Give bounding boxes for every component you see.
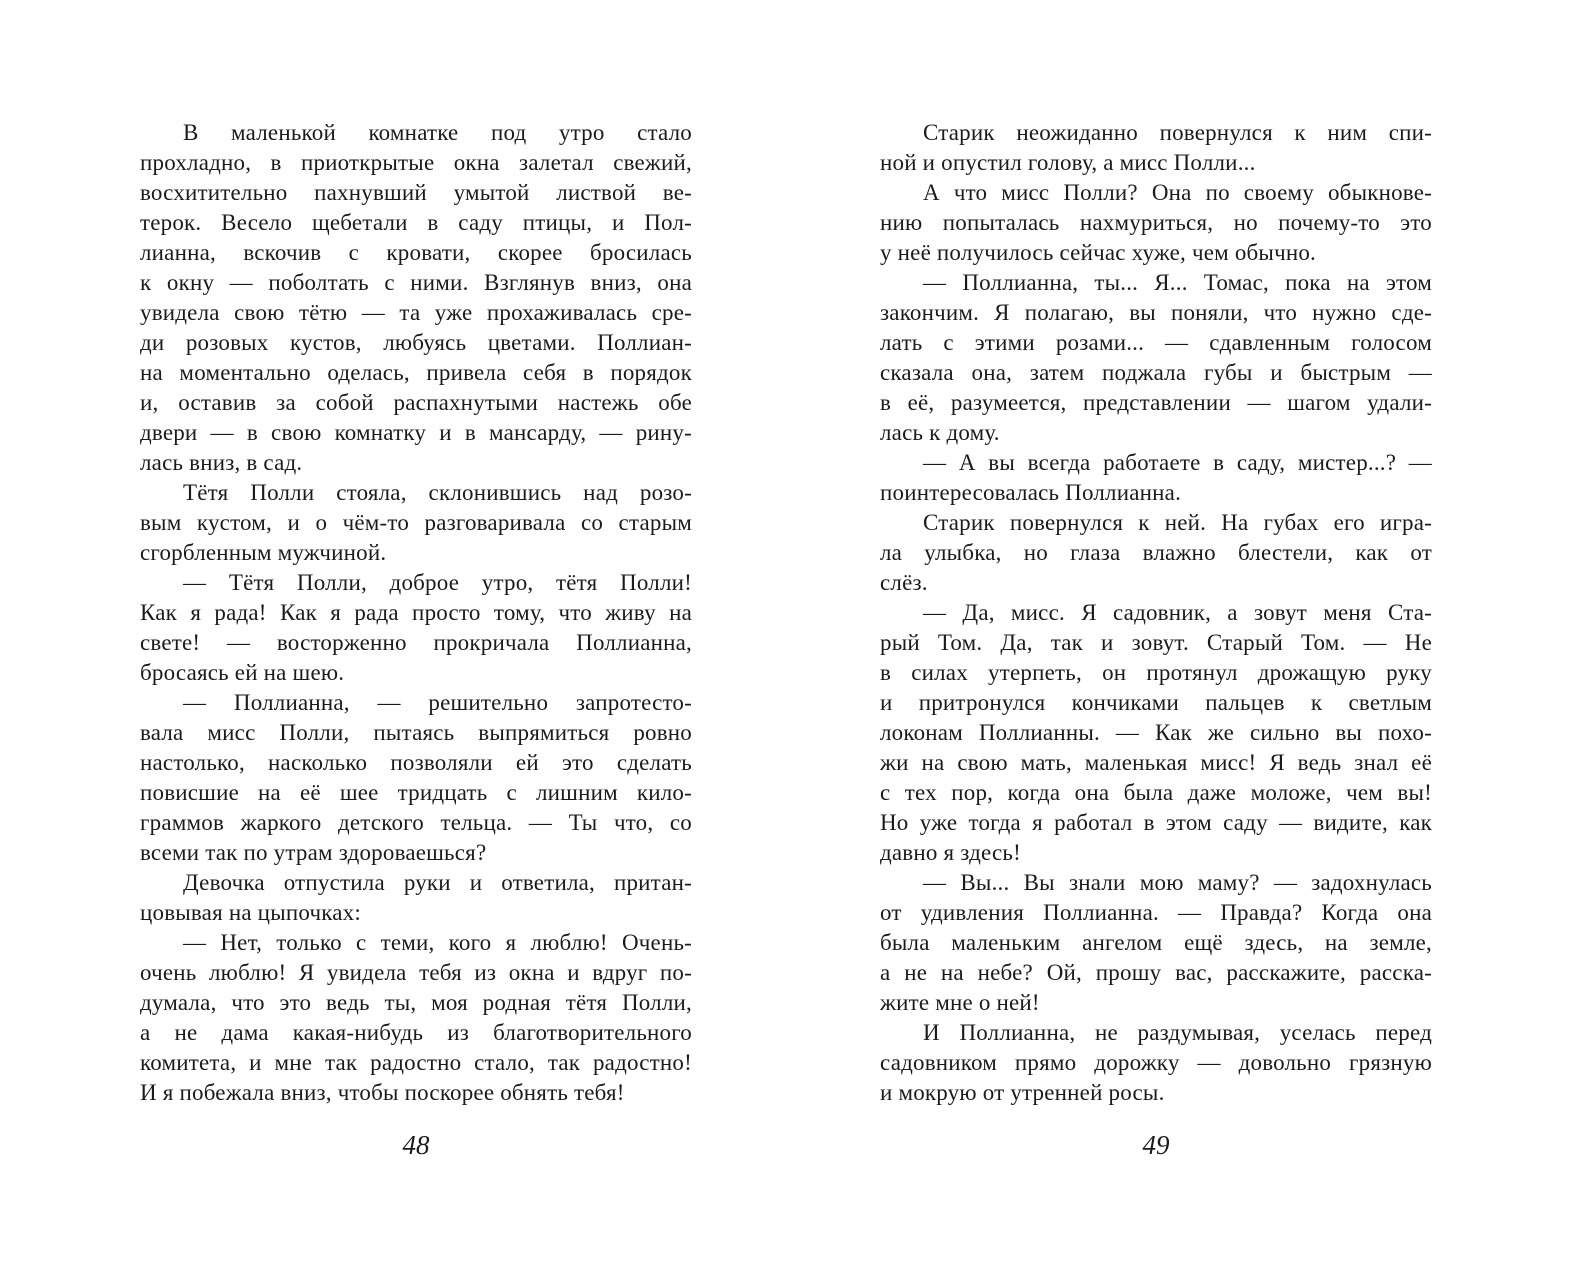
paragraph (140, 118, 692, 478)
text-line: прохладно, в приоткрытые окна залетал свежий, (140, 150, 692, 175)
text-line: закончим. Я полагаю, вы поняли, что нужно сде- (880, 300, 1432, 325)
text-line: ла улыбка, но глаза влажно блестели, как от (880, 540, 1432, 565)
paragraph (880, 1018, 1432, 1108)
text-line: — Поллианна, — решительно запротесто- (183, 690, 692, 715)
page-right-text-column (880, 118, 1432, 1108)
paragraph (140, 868, 692, 928)
text-line: Старик повернулся к ней. На губах его игра- (923, 510, 1432, 535)
text-line: вым кустом, и о чём-то разговаривала со старым (140, 510, 692, 535)
text-line: цовывая на цыпочках: (140, 900, 361, 925)
text-line: — Вы... Вы знали мою маму? — задохнулась (923, 870, 1432, 895)
text-line: А что мисс Полли? Она по своему обыкнове- (923, 180, 1432, 205)
text-line: В маленькой комнатке под утро стало (183, 120, 692, 145)
text-line: слёз. (880, 570, 928, 595)
text-line: ди розовых кустов, любуясь цветами. Поллиан- (140, 330, 692, 355)
text-line: жите мне о ней! (880, 990, 1040, 1015)
text-line: Но уже тогда я работал в этом саду — видите, как (880, 810, 1432, 835)
text-line: всеми так по утрам здороваешься? (140, 840, 487, 865)
text-line: лать с этими розами... — сдавленным голосом (880, 330, 1432, 355)
paragraph (880, 178, 1432, 268)
text-line: лась к дому. (880, 420, 1000, 445)
text-line: на моментально оделась, привела себя в порядок (140, 360, 692, 385)
text-line: комитета, и мне так радостно стало, так радостно! (140, 1050, 692, 1075)
text-line: а не дама какая-нибудь из благотворительного (140, 1020, 692, 1045)
text-line: думала, что это ведь ты, моя родная тётя Полли, (140, 990, 692, 1015)
text-line: и, оставив за собой распахнутыми настежь обе (140, 390, 692, 415)
paragraph (140, 568, 692, 688)
text-line: и мокрую от утренней росы. (880, 1080, 1165, 1105)
text-line: — Тётя Полли, доброе утро, тётя Полли! (183, 570, 692, 595)
text-line: И Поллианна, не раздумывая, уселась перед (923, 1020, 1432, 1045)
text-line: нию попыталась нахмуриться, но почему-то это (880, 210, 1432, 235)
text-line: — Да, мисс. Я садовник, а зовут меня Ста- (923, 600, 1432, 625)
text-line: лианна, вскочив с кровати, скорее бросилась (140, 240, 692, 265)
text-line: и притронулся кончиками пальцев к светлым (880, 690, 1432, 715)
text-line: вала мисс Полли, пытаясь выпрямиться ровно (140, 720, 692, 745)
text-line: очень люблю! Я увидела тебя из окна и вдруг по- (140, 960, 692, 985)
text-line: — Поллианна, ты... Я... Томас, пока на этом (923, 270, 1432, 295)
text-line: была маленьким ангелом ещё здесь, на земле, (880, 930, 1432, 955)
text-line: — А вы всегда работаете в саду, мистер...? — (923, 450, 1432, 475)
text-line: поинтересовалась Поллианна. (880, 480, 1182, 505)
paragraph (880, 598, 1432, 868)
paragraph (140, 688, 692, 868)
text-line: ной и опустил голову, а мисс Полли... (880, 150, 1256, 175)
text-line: — Нет, только с теми, кого я люблю! Очень- (183, 930, 692, 955)
text-line: у неё получилось сейчас хуже, чем обычно. (880, 240, 1317, 265)
text-line: рый Том. Да, так и зовут. Старый Том. — Не (880, 630, 1432, 655)
paragraph (880, 268, 1432, 448)
text-line: восхитительно пахнувший умытой листвой ве- (140, 180, 692, 205)
text-line: лась вниз, в сад. (140, 450, 303, 475)
text-line: свете! — восторженно прокричала Поллианна, (140, 630, 692, 655)
text-line: увидела свою тётю — та уже прохаживалась сре- (140, 300, 692, 325)
text-line: двери — в свою комнатку и в мансарду, — рину- (140, 420, 692, 445)
text-line: Тётя Полли стояла, склонившись над розо- (183, 480, 692, 505)
text-line: от удивления Поллианна. — Правда? Когда она (880, 900, 1432, 925)
text-line: Как я рада! Как я рада просто тому, что живу на (140, 600, 692, 625)
page-left-text-column (140, 118, 692, 1108)
text-line: жи на свою мать, маленькая мисс! Я ведь знал её (880, 750, 1432, 775)
text-line: И я побежала вниз, чтобы поскорее обнять тебя! (140, 1080, 625, 1105)
text-line: настолько, насколько позволяли ей это сделать (140, 750, 692, 775)
page-number-right: 49 (1142, 1130, 1170, 1160)
text-line: давно я здесь! (880, 840, 1021, 865)
text-line: бросаясь ей на шею. (140, 660, 345, 685)
text-line: терок. Весело щебетали в саду птицы, и Пол- (140, 210, 692, 235)
paragraph (140, 478, 692, 568)
text-line: Старик неожиданно повернулся к ним спи- (923, 120, 1432, 145)
paragraph (880, 448, 1432, 508)
paragraph (880, 508, 1432, 598)
text-line: Девочка отпустила руки и ответила, притан- (183, 870, 692, 895)
text-line: с тех пор, когда она была даже моложе, чем вы! (880, 780, 1432, 805)
text-line: граммов жаркого детского тельца. — Ты что, со (140, 810, 692, 835)
page-number-left: 48 (402, 1130, 430, 1160)
text-line: повисшие на её шее тридцать с лишним кило- (140, 780, 692, 805)
text-line: в её, разумеется, представлении — шагом удали- (880, 390, 1432, 415)
paragraph (880, 868, 1432, 1018)
paragraph (880, 118, 1432, 178)
paragraph (140, 928, 692, 1108)
text-line: локонам Поллианны. — Как же сильно вы похо- (880, 720, 1432, 745)
text-line: в силах утерпеть, он протянул дрожащую руку (880, 660, 1432, 685)
text-line: к окну — поболтать с ними. Взглянув вниз, она (140, 270, 692, 295)
text-line: сказала она, затем поджала губы и быстрым — (880, 360, 1432, 385)
text-line: садовником прямо дорожку — довольно грязную (880, 1050, 1432, 1075)
text-line: а не на небе? Ой, прошу вас, расскажите, расска- (880, 960, 1432, 985)
text-line: сгорбленным мужчиной. (140, 540, 387, 565)
